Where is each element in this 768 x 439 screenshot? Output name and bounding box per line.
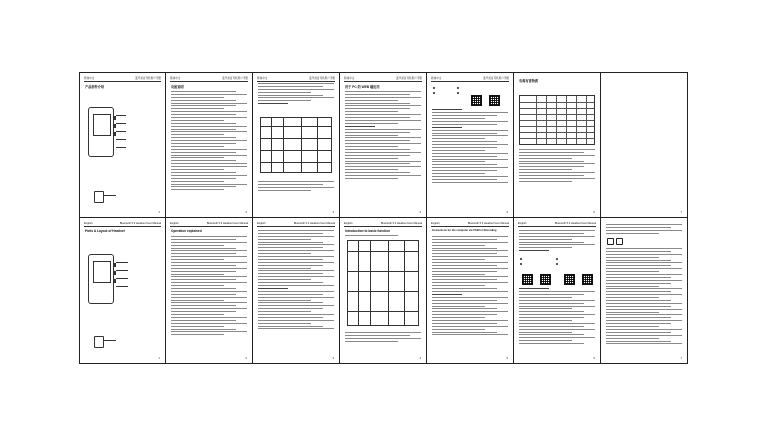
callout-line (116, 286, 128, 287)
text-block (258, 83, 334, 106)
header-right: Bluetooth 5.3 Headset User Manual (119, 222, 161, 225)
text-block (519, 149, 595, 184)
headset-button (114, 116, 116, 120)
callout-line (116, 270, 128, 271)
page-number: 4 (419, 357, 421, 360)
page-title: Parts & Layout of Headset (85, 229, 125, 233)
qr-code-icon (540, 274, 551, 285)
header-right: Bluetooth 5.3 Headset User Manual (554, 222, 596, 225)
headset-drawing (88, 107, 114, 157)
page-number: 1 (158, 357, 160, 360)
header-left: English (344, 222, 353, 225)
headset-button (114, 124, 116, 128)
cn-page-5 (427, 72, 514, 218)
en-page-3 (253, 218, 340, 364)
en-page-2 (166, 218, 253, 364)
text-block (432, 109, 508, 185)
header-right: 蓝牙录音耳机用户手册 (222, 77, 248, 80)
manual-sheet (79, 72, 688, 364)
headset-screen (93, 261, 111, 283)
page-number: 7 (680, 357, 682, 360)
page-header (170, 221, 248, 227)
page-number: 6 (593, 357, 595, 360)
english-row (79, 218, 688, 364)
header-right: 蓝牙录音耳机用户手册 (483, 77, 509, 80)
page-title: 产品部件介绍 (85, 85, 105, 89)
certification-icons (607, 238, 623, 245)
callout-line (116, 131, 126, 132)
header-right: 蓝牙录音耳机用户手册 (309, 77, 335, 80)
header-left: English (170, 222, 179, 225)
callout-line (116, 278, 128, 279)
qr-code-icon (564, 274, 575, 285)
text-block (345, 91, 421, 181)
headset-button (114, 279, 116, 283)
hazardous-substance-table (519, 95, 595, 145)
header-left: 简体中文 (257, 77, 268, 80)
headset-button (114, 271, 116, 275)
header-left: English (431, 222, 440, 225)
page-header (84, 76, 161, 82)
page-header (344, 221, 422, 227)
text-block (345, 235, 421, 238)
callout-line (116, 262, 128, 263)
qr-code-icon (471, 95, 482, 106)
header-right: Bluetooth 5.3 Headset User Manual (467, 222, 509, 225)
header-left: 简体中文 (170, 77, 181, 80)
page-number: 5 (506, 211, 508, 214)
en-page-6 (514, 218, 601, 364)
page-title: Instructions for the computer via USB for Recording (432, 229, 497, 232)
page-title: Introduction to basic function (345, 229, 390, 233)
cn-page-6 (514, 72, 601, 218)
header-left: 简体中文 (84, 77, 95, 80)
page-number: 1 (158, 211, 160, 214)
text-block (171, 91, 247, 192)
page-number: 4 (419, 211, 421, 214)
chinese-row (79, 72, 688, 218)
function-table (347, 240, 419, 326)
recycle-icon (607, 238, 614, 245)
headset-button (114, 132, 116, 136)
page-title: 有毒有害物质 (519, 79, 539, 83)
callout-line (116, 139, 126, 140)
callout-line (116, 115, 126, 116)
cn-page-3 (253, 72, 340, 218)
headset-drawing (88, 254, 114, 304)
callout-line (116, 147, 126, 148)
page-number: 7 (680, 211, 682, 214)
headset-screen (93, 114, 111, 136)
en-page-1 (79, 218, 166, 364)
header-left: English (518, 222, 527, 225)
en-page-5 (427, 218, 514, 364)
cn-page-4 (340, 72, 427, 218)
text-block (432, 236, 508, 337)
callout-line (104, 340, 116, 341)
header-right: 蓝牙录音耳机用户手册 (396, 77, 422, 80)
header-left: 简体中文 (431, 77, 442, 80)
page-header (518, 221, 596, 227)
text-block (519, 230, 595, 253)
qr-code-icon (489, 95, 500, 106)
page-number: 3 (332, 357, 334, 360)
header-right: Bluetooth 5.3 Headset User Manual (206, 222, 248, 225)
page-number: 2 (245, 211, 247, 214)
text-block (345, 332, 421, 344)
qr-code-icon (522, 274, 533, 285)
usb-plug-drawing (94, 336, 104, 348)
header-left: English (84, 222, 93, 225)
header-left: English (257, 222, 266, 225)
page-number: 5 (506, 357, 508, 360)
page-title: 功能说明 (171, 85, 184, 89)
en-page-7 (601, 218, 688, 364)
page-number: 6 (593, 211, 595, 214)
page-header (257, 76, 335, 82)
text-block (171, 236, 247, 337)
header-right: 蓝牙录音耳机用户手册 (135, 77, 161, 80)
text-block (258, 230, 334, 331)
usb-plug-drawing (94, 191, 104, 203)
page-header (257, 221, 335, 227)
text-block (519, 288, 595, 346)
weee-bin-icon (616, 238, 623, 245)
qr-code-icon (582, 274, 593, 285)
header-right: Bluetooth 5.3 Headset User Manual (293, 222, 335, 225)
text-block (258, 181, 334, 193)
headset-button (114, 263, 116, 267)
page-header (84, 221, 161, 227)
cn-page-1 (79, 72, 166, 218)
callout-line (104, 195, 116, 196)
header-left: 简体中文 (344, 77, 355, 80)
function-table (260, 117, 332, 173)
page-header (344, 76, 422, 82)
page-number: 2 (245, 357, 247, 360)
page-title: Operation explained (171, 229, 202, 233)
cn-page-2 (166, 72, 253, 218)
en-page-4 (340, 218, 427, 364)
text-block (606, 224, 682, 236)
callout-line (116, 123, 126, 124)
page-number: 3 (332, 211, 334, 214)
page-header (170, 76, 248, 82)
cn-page-7 (601, 72, 688, 218)
header-right: Bluetooth 5.3 Headset User Manual (380, 222, 422, 225)
text-block (606, 248, 682, 346)
page-header (431, 221, 509, 227)
page-title: 用于 PC 的 WEB 端应用 (345, 85, 380, 89)
page-header (431, 76, 509, 82)
